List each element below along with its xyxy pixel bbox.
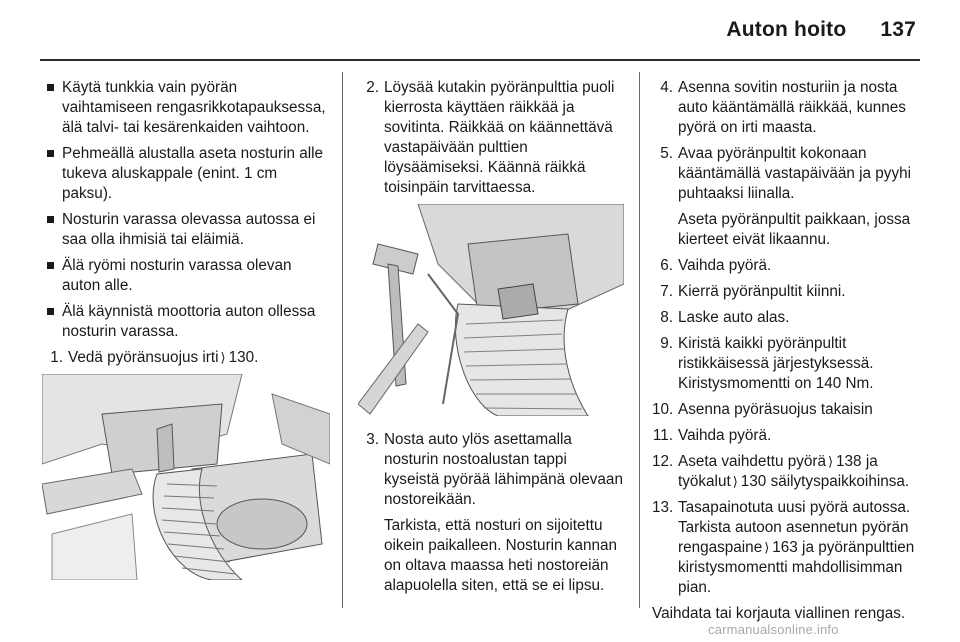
step-text: Vaihda pyörä. bbox=[678, 427, 772, 444]
step-13 bbox=[652, 498, 927, 598]
step-text: Aseta vaihdettu pyörä bbox=[678, 453, 826, 470]
step-number: 1. bbox=[50, 349, 63, 366]
page-ref-link[interactable]: 130. bbox=[228, 349, 259, 366]
page-ref-link[interactable]: 163 ja pyöränpulttien kiristysmomentti mahdollisimman pian. bbox=[678, 539, 915, 596]
step-text: Vaihda pyörä. bbox=[678, 257, 772, 274]
step-number: 13. bbox=[652, 499, 674, 516]
page-ref-link[interactable]: 130 säilytyspaikkoihinsa. bbox=[740, 473, 910, 490]
step-1 bbox=[42, 348, 330, 368]
step-number: 5. bbox=[660, 145, 673, 162]
step-number: 4. bbox=[660, 79, 673, 96]
bullet-item: Nosturin varassa olevassa autossa ei saa olla ihmisiä tai eläimiä. bbox=[42, 210, 330, 250]
step-text: Laske auto alas. bbox=[678, 309, 790, 326]
step-text: Asenna pyöräsuojus takaisin bbox=[678, 401, 873, 418]
step-text: Tasapainotuta uusi pyörä autossa. Tarkista autoon asennetun pyörän rengaspaine bbox=[678, 499, 911, 556]
step-number: 2. bbox=[366, 79, 379, 96]
step-text: Avaa pyöränpultit kokonaan kääntämällä vastapäivään ja pyyhi puhtaaksi liinalla. bbox=[678, 145, 911, 202]
step-text: Kiristä kaikki pyöränpultit ristikkäisessä järjestyksessä. Kiristysmomentti on 140 Nm. bbox=[678, 335, 874, 392]
closing-note: Vaihdata tai korjauta viallinen rengas. bbox=[652, 605, 906, 622]
page-header bbox=[726, 18, 916, 42]
step-2 bbox=[358, 78, 626, 198]
step-3 bbox=[358, 430, 626, 596]
step-number: 10. bbox=[652, 401, 674, 418]
step-number: 12. bbox=[652, 453, 674, 470]
step-5 bbox=[652, 144, 927, 250]
column-divider-2 bbox=[639, 72, 640, 608]
step-6 bbox=[652, 256, 927, 276]
step-text: Asenna sovitin nosturiin ja nosta auto kääntämällä räikkää, kunnes pyörä on irti maasta. bbox=[678, 79, 906, 136]
step-7 bbox=[652, 282, 927, 302]
step-11 bbox=[652, 426, 927, 446]
step-number: 6. bbox=[660, 257, 673, 274]
wheel-cover-illustration bbox=[42, 374, 330, 580]
watermark: carmanualsonline.info bbox=[708, 622, 839, 637]
column-divider-1 bbox=[342, 72, 343, 608]
bullet-item: Pehmeällä alustalla aseta nosturin alle tukeva aluskappale (enint. 1 cm paksu). bbox=[42, 144, 330, 204]
step-10 bbox=[652, 400, 927, 420]
bullet-item: Käytä tunkkia vain pyörän vaihtamiseen rengasrikkotapauksessa, älä talvi- tai kesärenkaiden vaihtoon. bbox=[42, 78, 330, 138]
step-number: 8. bbox=[660, 309, 673, 326]
step-number: 7. bbox=[660, 283, 673, 300]
step-text: Kierrä pyöränpultit kiinni. bbox=[678, 283, 846, 300]
step-4 bbox=[652, 78, 927, 138]
column-1 bbox=[42, 78, 330, 580]
step-text: Nosta auto ylös asettamalla nosturin nostoalustan tappi kyseistä pyörää lähimpänä olevaan nostoreikään. bbox=[384, 431, 623, 508]
step-note: Tarkista, että nosturi on sijoitettu oikein paikalleen. Nosturin kannan on oltava maassa heti nostoreiän alapuolella siten, että se ei lipsu. bbox=[384, 517, 618, 594]
wheel-bolt-illustration bbox=[358, 204, 624, 416]
column-3 bbox=[652, 78, 927, 624]
column-2 bbox=[358, 78, 626, 602]
page-ref-link[interactable]: 138 ja työkalut bbox=[678, 453, 878, 490]
step-9 bbox=[652, 334, 927, 394]
step-8 bbox=[652, 308, 927, 328]
page-ref-arrow-icon: ⟩ bbox=[220, 350, 226, 365]
step-number: 9. bbox=[660, 335, 673, 352]
page-number: 137 bbox=[880, 18, 916, 41]
step-12 bbox=[652, 452, 927, 492]
step-note: Aseta pyöränpultit paikkaan, jossa kierteet eivät likaannu. bbox=[678, 211, 911, 248]
bullet-item: Älä käynnistä moottoria auton ollessa nosturin varassa. bbox=[42, 302, 330, 342]
header-rule bbox=[40, 59, 920, 61]
step-number: 3. bbox=[366, 431, 379, 448]
page-ref-arrow-icon: ⟩ bbox=[827, 454, 834, 469]
step-number: 11. bbox=[652, 427, 673, 444]
bullet-item: Älä ryömi nosturin varassa olevan auton alle. bbox=[42, 256, 330, 296]
step-text: Vedä pyöränsuojus irti bbox=[68, 349, 219, 366]
section-title: Auton hoito bbox=[726, 18, 847, 41]
page-ref-arrow-icon: ⟩ bbox=[764, 540, 770, 555]
step-text: Löysää kutakin pyöränpulttia puoli kierrosta käyttäen räikkää ja sovitinta. Räikkää on käännettävä vastapäivään pulttien löysäämiseksi. Käännä räikkä toisinpäin tarvittaessa. bbox=[384, 79, 615, 196]
page-ref-arrow-icon: ⟩ bbox=[732, 474, 738, 489]
